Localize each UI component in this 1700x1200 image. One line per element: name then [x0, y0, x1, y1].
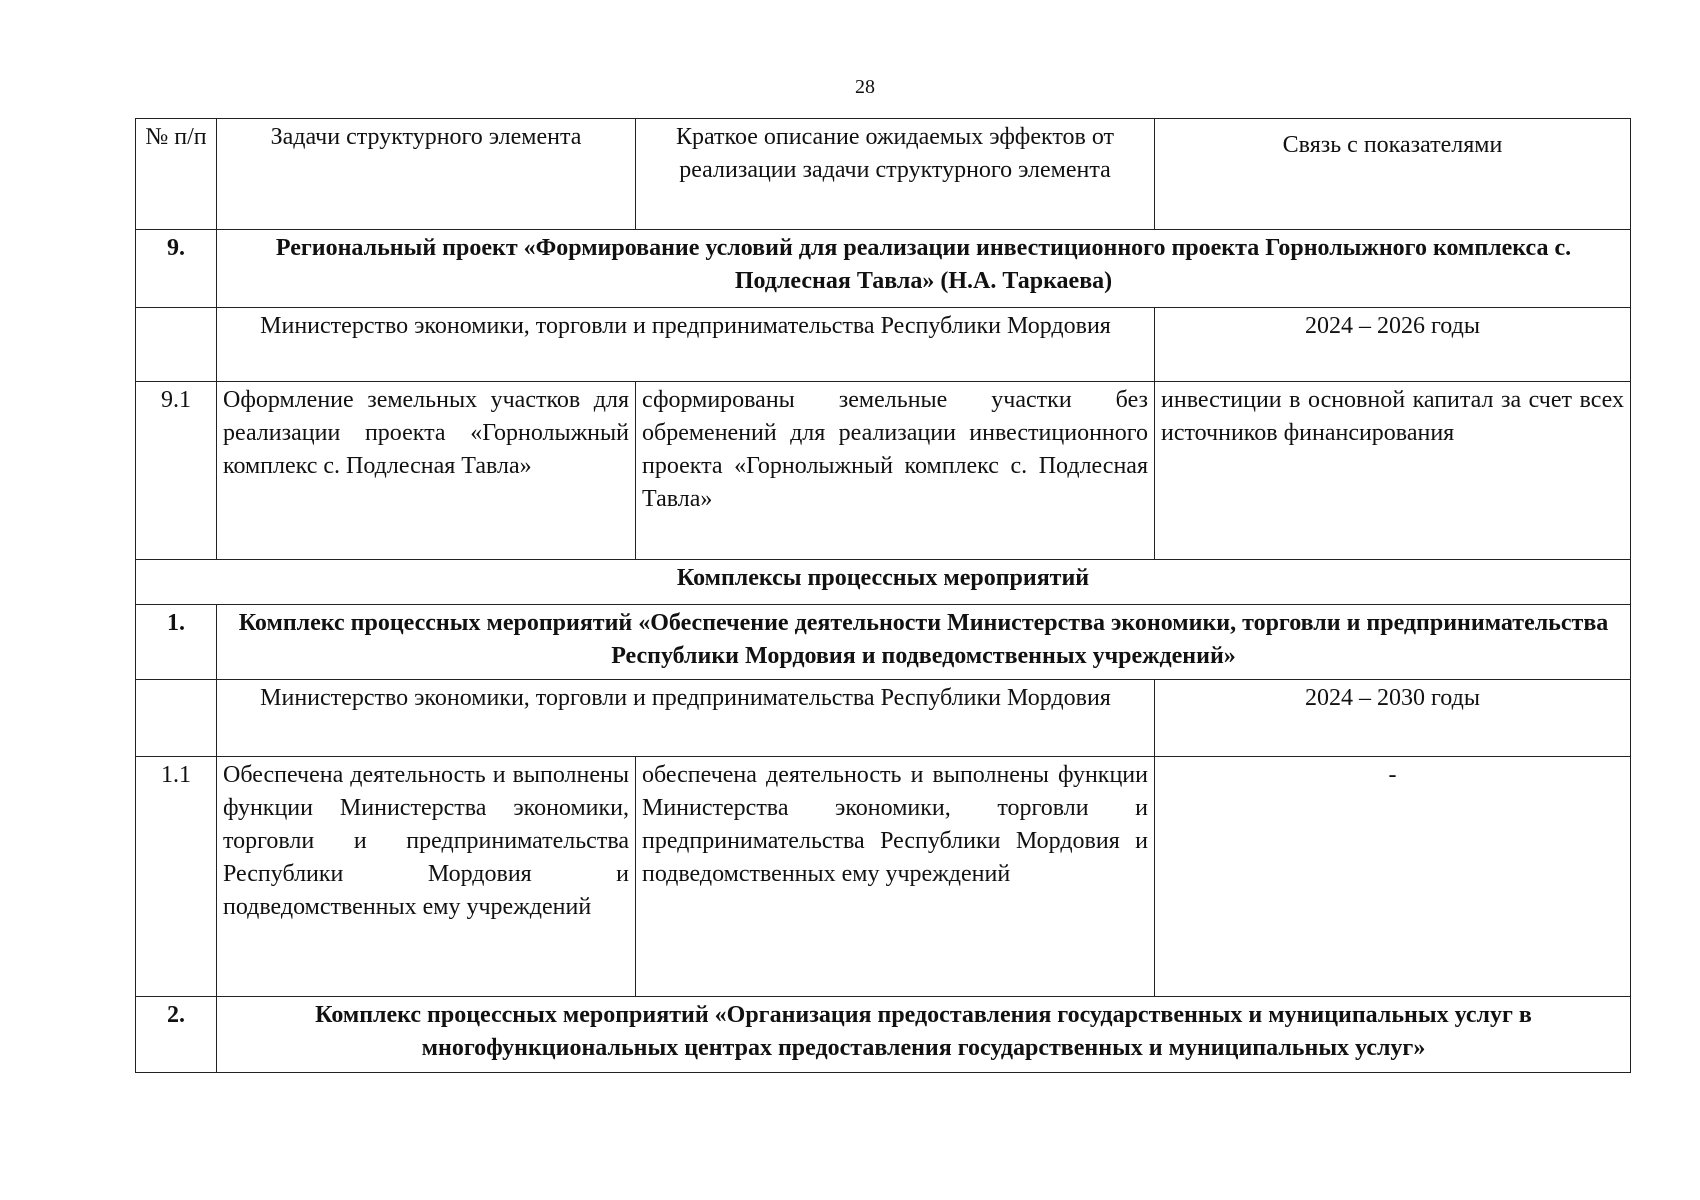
table-header-row	[136, 119, 1631, 230]
period: 2024 – 2026 годы	[1155, 308, 1631, 382]
period: 2024 – 2030 годы	[1155, 680, 1631, 757]
effect-text: обеспечена деятельность и выполнены функции Министерства экономики, торговли и предпринимательства Республики Мордовия и подведомственных ему учреждений	[636, 757, 1155, 997]
effect-text: сформированы земельные участки без обременений для реализации инвестиционного проекта «Горнолыжный комплекс с. Подлесная Тавла»	[636, 382, 1155, 560]
indicator-link: инвестиции в основной капитал за счет всех источников финансирования	[1155, 382, 1631, 560]
section-title: Комплексы процессных мероприятий	[136, 560, 1631, 605]
header-effects: Краткое описание ожидаемых эффектов от реализации задачи структурного элемента	[636, 119, 1155, 230]
responsible-org: Министерство экономики, торговли и предпринимательства Республики Мордовия	[217, 308, 1155, 382]
indicator-link: -	[1155, 757, 1631, 997]
empty-cell	[136, 680, 217, 757]
page-number: 28	[855, 76, 875, 98]
structure-table	[135, 118, 1631, 1073]
row-number: 2.	[136, 997, 217, 1073]
table-row	[136, 605, 1631, 680]
table-row	[136, 997, 1631, 1073]
header-tasks: Задачи структурного элемента	[217, 119, 636, 230]
project-title: Региональный проект «Формирование условий для реализации инвестиционного проекта Горнолыжного комплекса с. Подлесная Тавла» (Н.А. Таркаева)	[217, 230, 1631, 308]
table-row	[136, 757, 1631, 997]
table-row	[136, 230, 1631, 308]
header-link: Связь с показателями	[1155, 119, 1631, 230]
table-row	[136, 308, 1631, 382]
table-row	[136, 680, 1631, 757]
task-text: Оформление земельных участков для реализации проекта «Горнолыжный комплекс с. Подлесная Тавла»	[217, 382, 636, 560]
table-row	[136, 560, 1631, 605]
row-number: 9.	[136, 230, 217, 308]
table-row	[136, 382, 1631, 560]
responsible-org: Министерство экономики, торговли и предпринимательства Республики Мордовия	[217, 680, 1155, 757]
header-num: № п/п	[136, 119, 217, 230]
row-number: 1.	[136, 605, 217, 680]
task-text: Обеспечена деятельность и выполнены функции Министерства экономики, торговли и предпринимательства Республики Мордовия и подведомственных ему учреждений	[217, 757, 636, 997]
complex-title: Комплекс процессных мероприятий «Обеспечение деятельности Министерства экономики, торговли и предпринимательства Республики Мордовия и подведомственных учреждений»	[217, 605, 1631, 680]
empty-cell	[136, 308, 217, 382]
complex-title: Комплекс процессных мероприятий «Организация предоставления государственных и муниципальных услуг в многофункциональных центрах предоставления государственных и муниципальных услуг»	[217, 997, 1631, 1073]
row-number: 1.1	[136, 757, 217, 997]
row-number: 9.1	[136, 382, 217, 560]
